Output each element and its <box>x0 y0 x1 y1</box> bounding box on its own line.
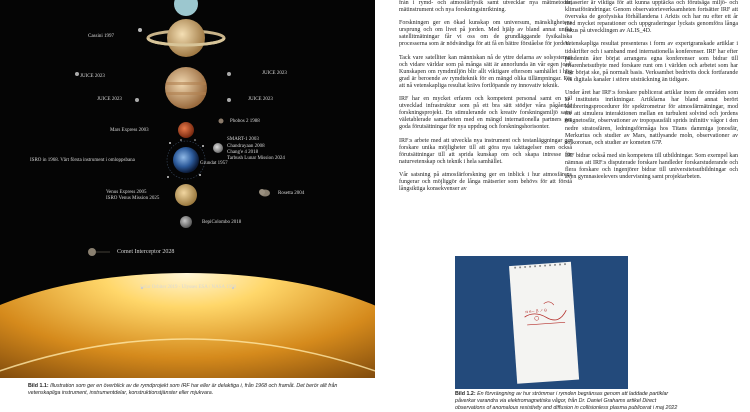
label-grundat: Grundat 1957 <box>200 161 228 166</box>
space-scene <box>0 0 375 378</box>
comet-interceptor-icon <box>88 248 96 256</box>
left-page <box>0 0 375 410</box>
caption-label: Bild 1.2: <box>455 391 476 397</box>
figure-caption-1-2 <box>455 391 680 412</box>
label-comet-interceptor: Comet Interceptor 2028 <box>117 249 175 255</box>
paragraph: Vetenskapliga resultat presenteras i form av expertgranskade artiklar i tidskrifter och i samband med internationella konferenser. IRF har efter pandemin åter börjat arrangera egna konferenser som bidrar till erfarenhetsutbyte med forskare runt om i världen och arbetet som har åter börjat ske, på normalt basis. Verksamhet bedrivits dock fortfarande via digitala kanaler i större utsträckning än tidigare. <box>565 41 738 83</box>
label-tarbush: Tarbush Lunar Mission 2024 <box>227 156 285 161</box>
text-column-right <box>565 0 738 187</box>
label-rosetta: Rosetta 2004 <box>278 191 305 196</box>
handwritten-notes: π e~ β ↗ θ <box>525 307 547 315</box>
saturn-icon <box>167 19 205 57</box>
notebook-page <box>509 262 579 384</box>
moon-icon <box>213 143 223 153</box>
label-cassini: Cassini 1997 <box>88 34 114 39</box>
earth-icon <box>173 147 199 173</box>
label-venus-express: Venus Express 2005 <box>106 190 147 195</box>
juice-probe-icon <box>227 72 231 76</box>
paragraph: Vår satsning på atmosfärforskning ger en inblick i hur atmosfärens fungerar och möjliggör de långa mätserier som behövs för att förstå långsiktiga konsekvenser av <box>399 171 572 193</box>
label-change4: Chang'e 4 2018 <box>227 150 259 155</box>
cassini-probe-icon <box>138 28 142 32</box>
label-phobos: Phobos 2 1988 <box>230 119 260 124</box>
label-isro: ISRO in 1968. Vårt första instrument i omloppsbana <box>30 158 135 163</box>
paragraph: Tack vare satelliter kan människan nå de yttre delarna av solsystemet och vidare världar som på många sätt är annorlunda än vår egen jord. Kunskapen om rymdmiljön blir allt viktigare eftersom samhället i hög grad är beroende av rymdteknik för en mängd olika tillämpningar. För att nå vetenskapliga resultat krävs fortlöpande ny innovativ teknik. <box>399 54 572 89</box>
juice-probe-icon <box>75 72 79 76</box>
space-mission-illustration <box>0 0 375 378</box>
label-mars-express: Mars Express 2003 <box>110 128 149 133</box>
mars-icon <box>178 122 194 138</box>
mercury-icon <box>180 216 192 228</box>
phobos-icon <box>219 119 224 124</box>
figure-photo-1-2 <box>455 256 628 389</box>
juice-probe-icon <box>227 98 231 102</box>
label-juice-right2: JUICE 2023 <box>248 97 273 102</box>
notebook-photo <box>455 256 628 389</box>
paragraph: IRF har en mycket erfaren och kompetent personal samt en väl utvecklad infrastruktur som på ett bra sätt stödjer våra pågående forskningsprojekt. En stimulerande och kreativ forskningsmiljö samt väletablerade samarbeten med en mängd internationella partners ger goda förutsättningar för nya uppdrag och forskningshorisonter. <box>399 96 572 131</box>
label-isro-venus: ISRO Venus Mission 2025 <box>106 196 160 201</box>
caption-text: Illustration som ger en överblick av de rymdprojekt som IRF har eller är delaktiga i, från 1968 och framåt. Det berör allt från vetenskapliga instrument, instrumentdelar, konstruktionstjänster eller mjukvara. <box>28 383 338 396</box>
caption-label: Bild 1.1: <box>28 383 49 389</box>
uranus-icon <box>174 0 198 16</box>
text-column-left <box>399 0 572 199</box>
venus-icon <box>175 184 197 206</box>
figure-caption-1-1 <box>28 383 358 397</box>
paragraph: IRF bidrar också med sin kompetens till utbildningar. Som exempel kan nämnas att IRF:s disputerade forskare handleder forskarstuderande och flera forskare och ingenjörer bidrar till universitetsutbildningar och även gymnasieelevers undervisning samt projektarbeten. <box>565 152 738 181</box>
paragraph: Under året har IRF:s forskare publicerat artiklar inom de områden som är institutets inriktningar. Artiklarna har bland annat berört kalibreringsprocedurer för spektrometrar för atmosfärmätningar, mod för att simulera interaktionen mellan en turbulent solvind och jordens magnetosfär, observationer av tropopausfält sprids infinitiv vågor i den nedre stratosfären, ledningsförmåga hos Titans dammiga jonosfär, Merkurius och studier av Mars, nattlysande moln, observationer av solkoronan, och studier av kometen 67P. <box>565 90 738 146</box>
label-chandrayaan: Chandrayaan 2008 <box>227 144 265 149</box>
label-bepicolombo: BepiColombo 2018 <box>202 220 242 225</box>
paragraph: dataserier är viktiga för att kunna upptäcka och förutsäga miljö- och klimatförändringar. Genom observatorieverksamheten fortsätter IRF att övervaka de geofysiska förhållandena i Arktis och har nu efter ett år med mycket reparationer och uppgraderingar lyckats genomföra långa fokus på utvecklingen av ALIS_4D. <box>565 0 738 35</box>
label-juice-left: JUICE 2023 <box>80 74 105 79</box>
paragraph: IRF:s arbete med att utveckla nya instrument och testanläggningar ger forskare unika möjligheter till att göra nya iakttagelser men också förutsättningar till att sprida kunskap om och skapa intresse för naturvetenskap och teknik i hela samhället. <box>399 137 572 165</box>
label-smart1: SMART-1 2003 <box>227 137 259 142</box>
paragraph: från i rymd- och atmosfärfysik samt utvecklar nya mätmetoder, mätinstrument och nya forskningsinriktning. <box>399 0 572 14</box>
label-juice-right: JUICE 2023 <box>262 71 287 76</box>
jupiter-icon <box>165 67 207 109</box>
paragraph: Forskningen ger en ökad kunskap om universum, mänsklighetens ursprung och om livet på jorden. Med hjälp av bland annat unika satellitmätningar får vi oss om de grundläggande fysikaliska processerna som är nödvändiga för att få en bättre förståelse för jorden. <box>399 20 572 48</box>
juice-probe-icon <box>135 98 139 102</box>
label-juice-left2: JUICE 2023 <box>97 97 122 102</box>
caption-text: En förvrängning av hur strömmar i rymden begränsas genom att laddade partiklar påverkar varandra via elektromagnetiska vågor, från Dr. Daniel Grahams artikel Direct observations of anomalous resistivity and diffusion in collisionless plasma publicerat i maj 2022 <box>455 391 678 411</box>
label-solar-orbiter: Solar Orbiter 2019 · Ulysses ESA / NASA 1990 <box>140 285 237 290</box>
